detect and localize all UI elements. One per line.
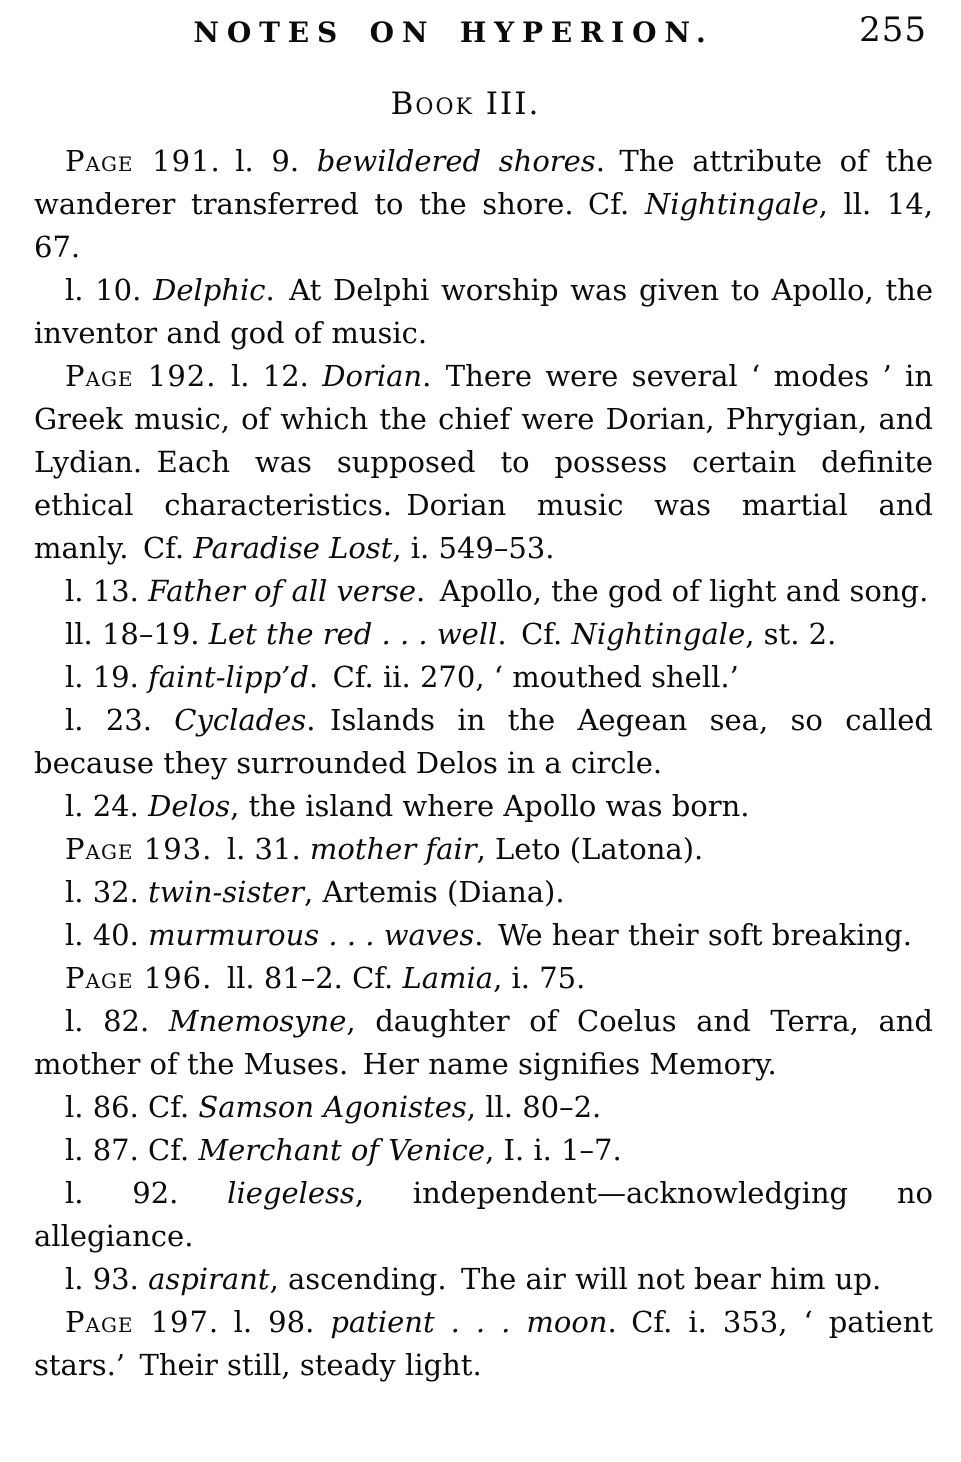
note-text: l. 9. — [220, 144, 317, 178]
quoted-term: twin-sister — [148, 875, 305, 909]
note-text: , I. i. 1–7. — [485, 1133, 622, 1167]
quoted-term: murmurous . . . waves — [148, 918, 475, 952]
note-text: . At Delphi worship was given to Apollo, the inventor and god of music. — [34, 273, 933, 350]
note-text: l. 87. Cf. — [65, 1133, 199, 1167]
note-text: , ll. 14, 67. — [34, 187, 934, 264]
page-ref-lead: Page 193. — [65, 832, 213, 866]
note-text: l. 12. — [216, 359, 323, 393]
note-paragraph — [34, 355, 933, 570]
note-text: . Cf. — [497, 617, 572, 651]
quoted-term: faint-lipp’d — [148, 660, 309, 694]
quoted-term: Nightingale — [571, 617, 746, 651]
note-text: l. 32. — [65, 875, 149, 909]
page-ref-lead: Page 192. — [65, 359, 217, 393]
note-text: . Apollo, the god of light and song. — [416, 574, 929, 608]
quoted-term: Samson Agonistes — [198, 1090, 467, 1124]
note-text: , i. 549–53. — [392, 531, 555, 565]
note-paragraph — [34, 613, 933, 656]
note-text: , ll. 80–2. — [466, 1090, 602, 1124]
note-text: l. 98. — [219, 1305, 331, 1339]
note-text: l. 31. — [212, 832, 310, 866]
note-paragraph — [34, 699, 933, 785]
note-text: , the island where Apollo was born. — [230, 789, 750, 823]
quoted-term: aspirant — [148, 1262, 270, 1296]
note-text: l. 19. — [65, 660, 149, 694]
note-paragraph — [34, 785, 933, 828]
quoted-term: bewildered shores — [316, 144, 596, 178]
note-paragraph — [34, 871, 933, 914]
page-number: 255 — [859, 10, 927, 50]
note-text: . Cf. ii. 270, ‘ mouthed shell.’ — [308, 660, 739, 694]
note-paragraph — [34, 914, 933, 957]
quoted-term: Delos — [148, 789, 231, 823]
quoted-term: Lamia — [402, 961, 494, 995]
note-text: l. 24. — [65, 789, 149, 823]
note-paragraph — [34, 957, 933, 1000]
quoted-term: Merchant of Venice — [198, 1133, 486, 1167]
section-heading: Book III. — [390, 86, 541, 122]
quoted-term: liegeless — [227, 1176, 355, 1210]
note-text: , Leto (Latona). — [476, 832, 704, 866]
note-text: . The attribute of the wanderer transferred to the shore. Cf. — [34, 144, 933, 221]
note-paragraph — [34, 1000, 933, 1086]
note-paragraph — [34, 1086, 933, 1129]
note-text: , i. 75. — [493, 961, 586, 995]
quoted-term: Father of all verse — [148, 574, 417, 608]
page-ref-lead: Page 196. — [65, 961, 213, 995]
running-title: NOTES ON HYPERION. — [193, 16, 714, 49]
note-text: l. 10. — [65, 273, 154, 307]
note-text: , daughter of Coelus and Terra, and mother of the Muses. Her name signifies Memory. — [34, 1004, 933, 1081]
note-text: l. 13. — [65, 574, 149, 608]
note-paragraph — [34, 140, 933, 269]
note-text: , Artemis (Diana). — [304, 875, 565, 909]
quoted-term: Delphic — [153, 273, 266, 307]
page-ref-lead: Page 191. — [65, 144, 221, 178]
note-paragraph — [34, 1258, 933, 1301]
quoted-term: Let the red . . . well — [208, 617, 498, 651]
note-paragraph — [34, 828, 933, 871]
notes-body — [34, 140, 933, 1387]
page-ref-lead: Page 197. — [65, 1305, 220, 1339]
note-text: . We hear their soft breaking. — [474, 918, 912, 952]
note-text: ll. 81–2. Cf. — [212, 961, 403, 995]
note-text: l. 82. — [65, 1004, 169, 1038]
note-text: . Islands in the Aegean sea, so called because they surrounded Delos in a circle. — [34, 703, 933, 780]
note-text: , st. 2. — [745, 617, 837, 651]
note-text: , ascending. The air will not bear him up. — [269, 1262, 882, 1296]
quoted-term: Paradise Lost — [193, 531, 393, 565]
note-text: l. 23. — [65, 703, 175, 737]
quoted-term: Dorian — [322, 359, 423, 393]
note-text: . There were several ‘ modes ’ in Greek music, of which the chief were Dorian, Phrygian, and Lydian. Each was supposed to possess certain definite ethical characteristics. Dorian music was martial and manly. Cf. — [34, 359, 934, 565]
quoted-term: Cyclades — [174, 703, 307, 737]
note-text: l. 92. — [65, 1176, 228, 1210]
note-text: l. 93. — [65, 1262, 149, 1296]
note-paragraph — [34, 1301, 933, 1387]
note-paragraph — [34, 656, 933, 699]
note-text: . Cf. i. 353, ‘ patient stars.’ Their still, steady light. — [34, 1305, 933, 1382]
note-paragraph — [34, 570, 933, 613]
page-header — [34, 10, 933, 60]
quoted-term: Nightingale — [644, 187, 819, 221]
note-paragraph — [34, 1172, 933, 1258]
note-paragraph — [34, 269, 933, 355]
note-paragraph — [34, 1129, 933, 1172]
note-text: l. 40. — [65, 918, 149, 952]
note-text: , independent—acknowledging no allegiance. — [34, 1176, 933, 1253]
quoted-term: mother fair — [309, 832, 477, 866]
note-text: l. 86. Cf. — [65, 1090, 199, 1124]
quoted-term: Mnemosyne — [168, 1004, 347, 1038]
quoted-term: patient . . . moon — [330, 1305, 608, 1339]
note-text: ll. 18–19. — [65, 617, 209, 651]
